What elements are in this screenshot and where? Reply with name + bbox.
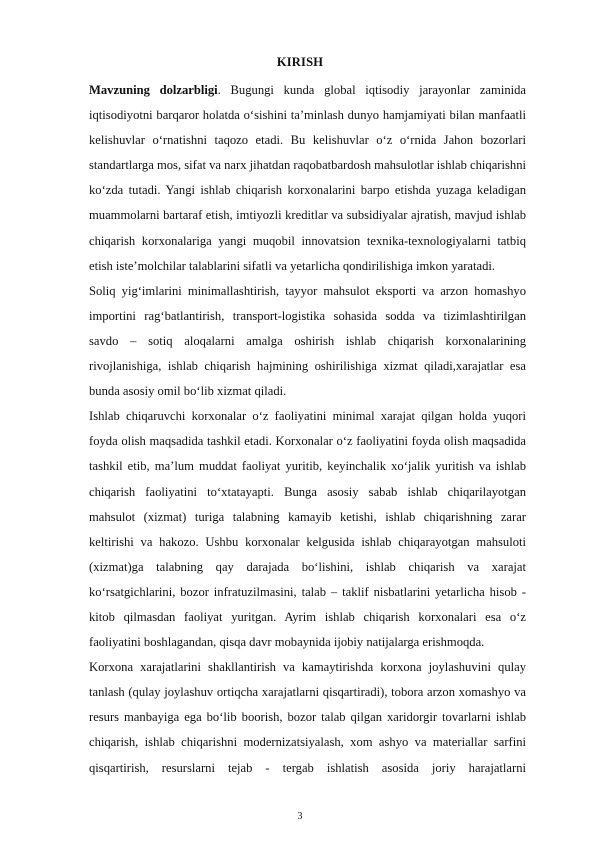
costs-text: Korxona xarajatlarini shakllantirish va kamaytirishda korxona joylashuvini qulay tanlash (qulay joylashuv ortiqcha xarajatlarni qisqartiradi), tobora arzon xomashyo va resurs manbayiga ega bo‘lib boorish, bozor talab qilgan xaridorgir tovarlarni ishlab chiqarish, ishlab chiqarishni modernizatsiyalash, xom ashyo va materiallar sarfini qisqartirish, resurslarni tejab - tergab ishlatish asosida joriy harajatlarni [89,660,526,775]
page-number: 3 [297,811,303,822]
paragraph-relevance [89,78,526,279]
page-title: KIRISH [276,55,324,69]
tax-text: Soliq yig‘imlarini minimallashtirish, tayyor mahsulot eksporti va arzon homashyo importini rag‘batlantirish, transport-logistika sohasida sodda va tizimlashtirilgan savdo – sotiq aloqalarni amalga oshirish ishlab chiqarish korxonalarining rivojlanishiga, ishlab chiqarish hajmining oshirilishiga xizmat qiladi,xarajatlar esa bunda asosiy omil bo‘lib xizmat qiladi. [89,283,526,399]
relevance-text: . Bugungi kunda global iqtisodiy jarayonlar zaminida iqtisodiyotni barqaror holatda o‘sishini ta’minlash dunyo hamjamiyati bilan manfaatli kelishuvlar o‘rnatishni taqozo etadi. Bu kelishuvlar o‘z o‘rnida Jahon bozorlari standartlarga mos, sifat va narx jihatdan raqobatbardosh mahsulotlar ishlab chiqarishni ko‘zda tutadi. Yangi ishlab chiqarish korxonalarini barpo etishda yuzaga keladigan muammolarni bartaraf etish, imtiyozli kreditlar va subsidiyalar ajratish, mavjud ishlab chiqarish korxonalariga yangi muqobil innovatsion texnika-texnologiyalarni tatbiq etish iste’molchilar talablarini sifatli va yetarlicha qondirilishiga imkon yaratadi. [89,83,526,273]
enterprises-text: Ishlab chiqaruvchi korxonalar o‘z faoliyatini minimal xarajat qilgan holda yuqori foyda olish maqsadida tashkil etadi. Korxonalar o‘z faoliyatini foyda olish maqsadida tashkil etib, ma’lum muddat faoliyat yuritib, keyinchalik xo‘jalik yuritish va ishlab chiqarish faoliyatini to‘xtatayapti. Bunga asosiy sabab ishlab chiqarilayotgan mahsulot (xizmat) turiga talabning kamayib ketishi, ishlab chiqarishning zarar keltirishi va hakozo. Ushbu korxonalar kelgusida ishlab chiqarayotgan mahsuloti (xizmat)ga talabning qay darajada bo‘lishini, ishlab chiqarish va xarajat ko‘rsatgichlarini, bozor infratuzilmasini, talab – taklif nisbatlarini yetarlicha hisob - kitob qilmasdan faoliyat yuritgan. Ayrim ishlab chiqarish korxonalari esa o‘z faoliyatini boshlagandan, qisqa davr mobaynida ijobiy natijalarga erishmoqda. [89,409,526,650]
paragraph-tax [89,279,526,404]
document-body [89,78,526,781]
relevance-heading: Mavzuning dolzarbligi [89,83,218,97]
paragraph-costs [89,655,526,780]
paragraph-enterprises [89,404,526,655]
